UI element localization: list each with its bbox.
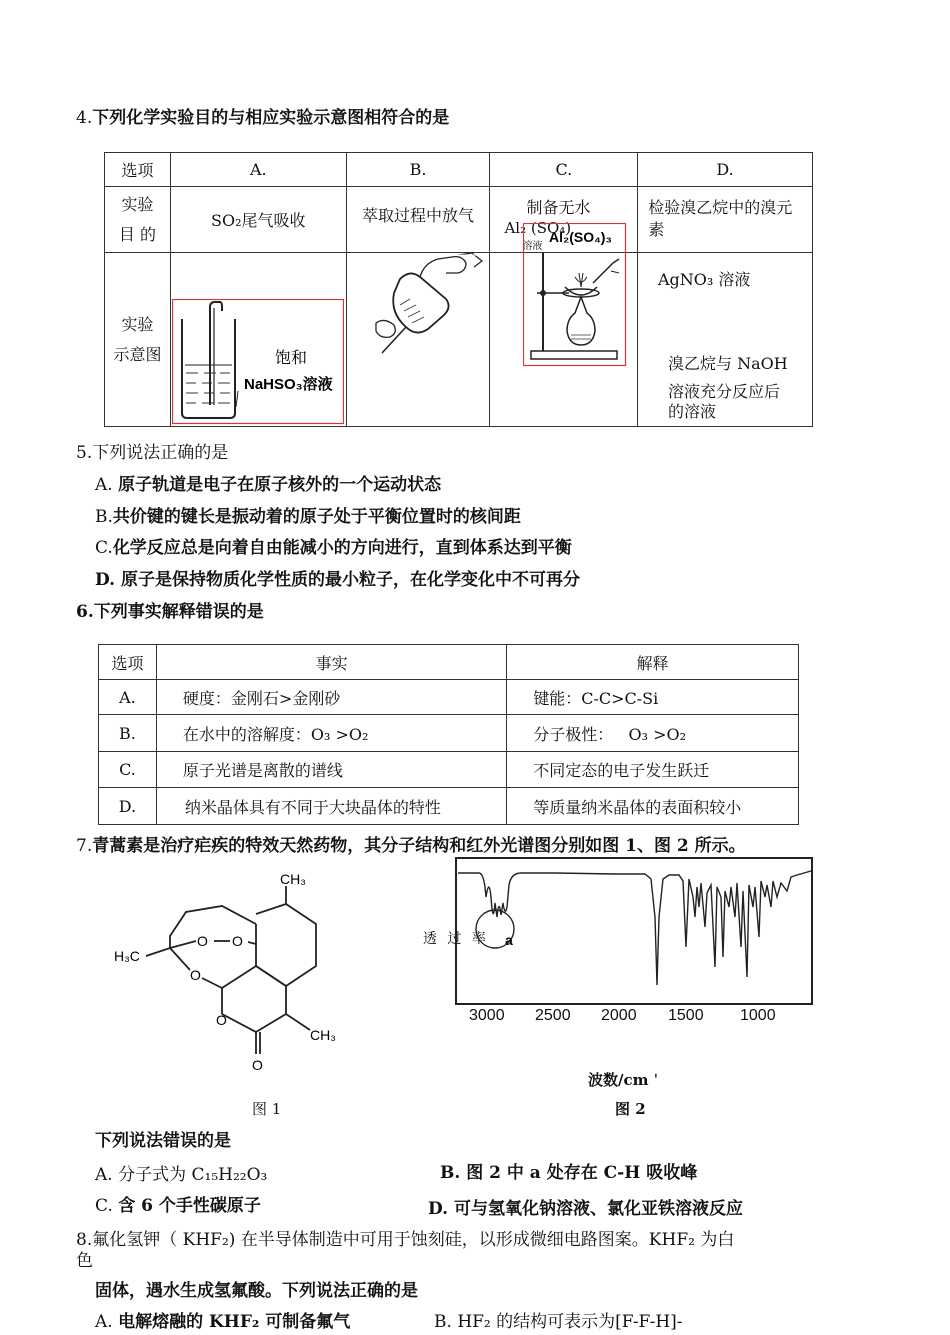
hand-top-icon: [420, 257, 466, 277]
q4-diagram-a-label1: 饱和: [275, 350, 308, 367]
mol-o-carbonyl: O: [252, 1057, 263, 1073]
q4-purpose-c-line2: Al₂ (SO₄): [504, 219, 572, 237]
q4-diagram-d-label3: 溶液充分反应后: [668, 382, 781, 401]
q6-row-c-explain: 不同定态的电子发生跃迁: [507, 752, 799, 788]
mol-o2: O: [232, 933, 243, 949]
q4-header-diagram: [105, 253, 171, 427]
q7-option-b-letter: B.: [440, 1163, 461, 1183]
q7-option-a-letter: A.: [95, 1165, 113, 1185]
q4-number: 4.: [76, 108, 93, 128]
q6-number: 6.: [76, 602, 94, 622]
q7-option-c: [95, 1191, 261, 1216]
q8-option-a-letter: A.: [95, 1312, 113, 1332]
q7-option-a-text: 分子式为 C₁₅H₂₂O₃: [118, 1165, 268, 1185]
q7-option-b: [440, 1158, 697, 1183]
q4-diagram-a-frame: [173, 300, 344, 424]
q8-stem-line3: 固体，遇水生成氢氟酸。下列说法正确的是: [95, 1281, 418, 1301]
q6-row-d-option: D.: [99, 788, 157, 825]
q5-option-a-letter: A.: [95, 475, 113, 495]
q5-option-c: [95, 533, 572, 558]
ir-xtick-2000: 2000: [601, 1007, 637, 1024]
q4-option-b: B.: [346, 153, 490, 187]
table-row: [99, 680, 799, 715]
q7-option-d: [428, 1194, 743, 1219]
hand-icon: [376, 320, 395, 337]
q7-option-d-text: 可与氢氧化钠溶液、氯化亚铁溶液反应: [453, 1199, 743, 1219]
q5-option-d: [95, 565, 580, 590]
q4-stem: [76, 103, 449, 128]
mol-o3: O: [190, 967, 201, 983]
q5-stem: [76, 438, 228, 463]
table-row: [99, 715, 799, 752]
iron-stand-base: [531, 351, 617, 359]
ir-xtick-1500: 1500: [668, 1007, 704, 1024]
q6-row-d-fact: 纳米晶体具有不同于大块晶体的特性: [156, 788, 506, 825]
q4-purpose-c-line3: 溶液: [522, 241, 543, 252]
q4-diagram-d-label4: 的溶液: [668, 402, 717, 421]
q4-purpose-d: 检验溴乙烷中的溴元素: [638, 187, 813, 253]
q4-diagram-c: [523, 223, 627, 367]
q7-option-c-letter: C.: [95, 1196, 113, 1216]
q4-diagram-a-label2: NaHSO₃溶液: [244, 376, 333, 393]
funnel-stem-icon: [382, 327, 406, 353]
q8-option-a: [95, 1307, 350, 1332]
mol-ch3-right: CH₃: [310, 1027, 336, 1043]
mol-ch3-top: CH₃: [280, 871, 306, 887]
q8-stem-line1-text: 氟化氢钾（ KHF₂) 在半导体制造中可用于蚀刻硅，以形成微细电路图案。KHF₂ 为白: [92, 1230, 735, 1250]
q5-option-a-text: 原子轨道是电子在原子核外的一个运动状态: [118, 475, 442, 495]
q4-header-purpose-line1: 实验: [121, 194, 154, 214]
mol-o4: O: [216, 1012, 227, 1028]
q5-option-b-letter: B.: [95, 507, 113, 527]
q7-fig1-molecule: [110, 862, 350, 1074]
q7-option-d-letter: D.: [428, 1199, 449, 1219]
q6-table: [98, 644, 799, 825]
q7-option-c-text: 含 6 个手性碳原子: [118, 1196, 261, 1216]
q8-option-a-text: 电解熔融的 KHF₂ 可制备氟气: [118, 1312, 351, 1332]
ir-xtick-3000: 3000: [469, 1007, 505, 1024]
ir-xlabel: 波数/cm ˈ: [588, 1071, 658, 1089]
q6-row-a-option: A.: [99, 680, 157, 715]
funnel-icon: [393, 273, 448, 332]
ir-xtick-2500: 2500: [535, 1007, 571, 1024]
q4-stem-text: 下列化学实验目的与相应实验示意图相符合的是: [92, 108, 450, 128]
glass-rod-icon: [593, 259, 619, 283]
q4-option-d: D.: [638, 153, 813, 187]
q4-header-option: 选项: [105, 153, 171, 187]
q5-option-b: [95, 502, 521, 527]
q4-header-purpose-line2: 目 的: [118, 224, 156, 244]
q7-fig2-label: 图 2: [615, 1100, 646, 1118]
q6-stem: [76, 597, 264, 622]
q4-header-diagram-line2: 示意图: [113, 344, 162, 364]
q6-row-a-explain: 键能：C-C>C-Si: [507, 680, 799, 715]
q8-stem-line2: 色: [76, 1251, 93, 1271]
q7-option-a: [95, 1160, 267, 1185]
q8-option-b-letter: B.: [434, 1312, 452, 1332]
q4-option-a: A.: [170, 153, 346, 187]
ir-xtick-1000: 1000: [740, 1007, 776, 1024]
q4-purpose-a: SO₂尾气吸收: [170, 187, 346, 253]
q4-diagram-c-label: Al₂(SO₄)₃: [549, 229, 612, 245]
q4-option-c: C.: [490, 153, 638, 187]
q5-option-c-letter: C.: [95, 538, 113, 558]
q4-diagram-d-label1: AgNO₃ 溶液: [658, 270, 751, 289]
q6-header-explain: 解释: [507, 645, 799, 680]
table-row: [99, 788, 799, 825]
evaporating-dish-icon: [565, 287, 597, 295]
q6-row-b-fact: 在水中的溶解度：O₃ >O₂: [156, 715, 506, 752]
q4-header-diagram-line1: 实验: [121, 314, 154, 334]
q8-stem-line1: [76, 1225, 734, 1250]
q5-option-d-letter: D.: [95, 570, 116, 590]
q7-fig2-ir-spectrum: [455, 857, 815, 1007]
gas-tube-icon: [210, 302, 222, 405]
alcohol-lamp-icon: [567, 297, 595, 345]
q4-header-purpose: [105, 187, 171, 253]
mol-h3c-left: H₃C: [114, 948, 140, 964]
q6-row-b-explain: 分子极性： O₃ >O₂: [507, 715, 799, 752]
q4-diagram-a: [172, 299, 344, 425]
q6-row-d-explain: 等质量纳米晶体的表面积较小: [507, 788, 799, 825]
q4-purpose-b: 萃取过程中放气: [346, 187, 490, 253]
q5-option-a: [95, 470, 441, 495]
ir-trace: [458, 871, 811, 985]
q6-row-c-fact: 原子光谱是离散的谱线: [156, 752, 506, 788]
q6-row-b-option: B.: [99, 715, 157, 752]
mol-o1: O: [197, 933, 208, 949]
q6-header-fact: 事实: [156, 645, 506, 680]
q4-purpose-c-line1: 制备无水: [526, 198, 591, 217]
q5-stem-text: 下列说法正确的是: [92, 443, 229, 463]
q7-number: 7.: [76, 836, 93, 856]
q4-diagram-b: [354, 249, 488, 361]
ir-ylabel: 透 过 率: [423, 931, 489, 947]
ir-peak-marker: a: [505, 932, 513, 948]
q6-header-option: 选项: [99, 645, 157, 680]
q4-diagram-d-label2: 溴乙烷与 NaOH: [668, 354, 788, 373]
q8-option-b-text: HF₂ 的结构可表示为[F-F-H]-: [457, 1312, 683, 1332]
q7-fig1-label: 图 1: [252, 1100, 282, 1118]
q6-stem-text: 下列事实解释错误的是: [93, 602, 264, 622]
q7-stem-text: 青蒿素是治疗疟疾的特效天然药物，其分子结构和红外光谱图分别如图 1、图 2 所示。: [92, 836, 746, 856]
q7-sub-stem: 下列说法错误的是: [95, 1131, 231, 1151]
q7-option-b-text: 图 2 中 a 处存在 C-H 吸收峰: [466, 1163, 698, 1183]
q6-row-c-option: C.: [99, 752, 157, 788]
q7-stem: [76, 831, 746, 856]
q5-option-c-text: 化学反应总是向着自由能减小的方向进行，直到体系达到平衡: [112, 538, 572, 558]
q5-option-b-text: 共价键的键长是振动着的原子处于平衡位置时的核间距: [112, 507, 521, 527]
table-row: [99, 752, 799, 788]
q6-row-a-fact: 硬度：金刚石>金刚砂: [156, 680, 506, 715]
q8-option-b: [434, 1307, 683, 1332]
q5-option-d-text: 原子是保持物质化学性质的最小粒子，在化学变化中不可再分: [120, 570, 580, 590]
q5-number: 5.: [76, 443, 93, 463]
q8-number: 8.: [76, 1230, 93, 1250]
